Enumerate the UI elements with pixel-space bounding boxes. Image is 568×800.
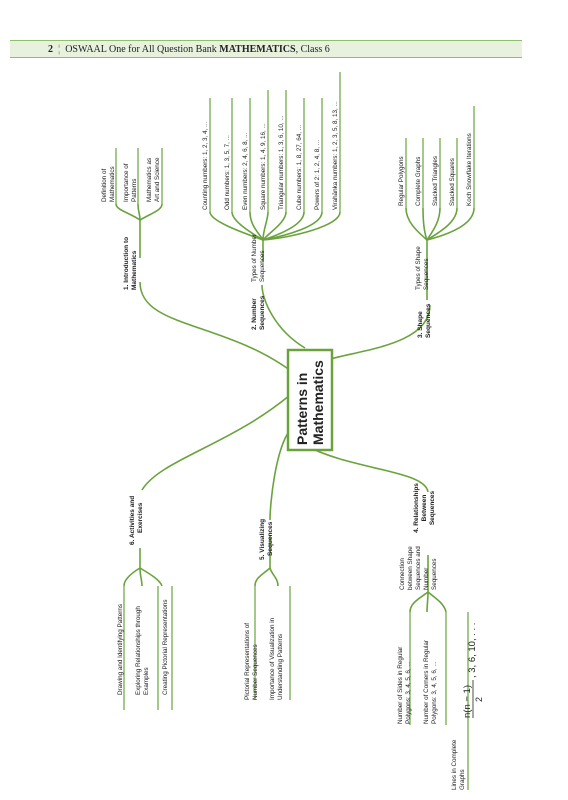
activities-item-creating: Creating Pictorial Representations [162, 599, 169, 695]
branch-title-line: Sequences [267, 521, 274, 556]
leaf-text: Graphs [459, 769, 466, 790]
sub-node-text: Sequences [423, 258, 430, 290]
shape-item-stacked-squares: Stacked Squares [449, 158, 456, 206]
leaf-text: Polygons: 3, 4, 5, 6, ... [431, 661, 438, 724]
number-item-even: Even numbers: 2, 4, 6, 8, ... [242, 132, 249, 210]
branch-title-line: Sequences [425, 303, 432, 338]
sub-node-text: Number [423, 567, 430, 590]
branch-activities-title [129, 496, 144, 545]
sub-node-text: Sequences [431, 558, 438, 590]
number-item-triangular: Triangular numbers: 1, 3, 6, 10, ... [278, 115, 285, 210]
activities-item-exploring [135, 606, 150, 695]
complete-graph-formula [462, 623, 484, 718]
relation-item-corners [423, 640, 438, 724]
center-line-2: Mathematics [310, 360, 326, 445]
number-item-cube: Cube numbers: 1, 8, 27, 64, ... [296, 124, 303, 210]
intro-item-definition [101, 166, 116, 202]
branch-title-line: Sequences [429, 490, 436, 526]
subject-name: MATHEMATICS [219, 43, 296, 55]
branch-title-line: 5. Visualizing [259, 518, 266, 560]
number-item-odd: Odd numbers: 1, 3, 5, 7, ... [224, 135, 231, 210]
center-line-1: Patterns in [294, 372, 310, 445]
activities-items [117, 599, 169, 695]
leaf-text: Exploring Relationships through [135, 606, 142, 695]
relationships-sub-connection [399, 546, 438, 590]
leaf-text: Importance of [123, 163, 130, 202]
class-label: , Class 6 [295, 43, 330, 55]
formula-denominator: 2 [474, 696, 484, 702]
formula-terms: , 3, 6, 10, . . . [467, 622, 478, 678]
shape-item-koch-snowflake: Koch Snowflake Iterations [466, 133, 473, 206]
number-item-virahanka: Virahānka numbers: 1, 2, 3, 5, 8, 13, ... [332, 101, 339, 210]
branch-title-line: 4. Relationships [413, 483, 420, 533]
leaf-text: Importance of Visualization in [269, 617, 276, 700]
branch-title-line: Mathematics [131, 250, 138, 290]
branch-shape-title [417, 303, 432, 338]
branch-number-title [251, 295, 266, 330]
leaf-text: Patterns [131, 178, 138, 202]
branch-title-line: 2. Number [251, 298, 258, 330]
shape-item-regular-polygons: Regular Polygons [398, 156, 405, 206]
relation-item-complete-graph-lines [451, 739, 466, 790]
branch-title-line: Sequences [259, 295, 266, 330]
sub-node-text: Connection [399, 558, 406, 590]
shape-item-complete-graphs: Complete Graphs [415, 156, 422, 206]
sub-node-text: Types of Number [251, 234, 258, 282]
visualizing-item-pictorial [244, 623, 259, 700]
leaf-text: Number of Corners in Regular [423, 640, 430, 724]
header-separator: ¦ [58, 43, 61, 55]
activities-item-drawing: Drawing and Identifying Patterns [117, 603, 124, 695]
branch-introduction-title [123, 237, 138, 290]
sub-node-text: between Shape [407, 546, 414, 590]
leaf-text: Number of Sides in Regular [397, 646, 404, 724]
leaf-text: Number Sequences [252, 644, 259, 700]
shape-item-stacked-triangles: Stacked Triangles [432, 155, 439, 206]
sub-node-text: Sequences [259, 250, 266, 282]
sub-node-text: Sequences and [415, 546, 422, 590]
branch-title-line: 1. Introduction to [123, 236, 130, 290]
leaf-text: Mathematics [109, 166, 116, 202]
number-item-counting: Counting numbers: 1, 2, 3, 4, ... [202, 121, 209, 210]
branch-visualizing-title [259, 519, 274, 560]
intro-item-importance [123, 163, 138, 202]
visualizing-item-importance [269, 617, 284, 700]
number-item-powers: Powers of 2: 1, 2, 4, 8, ... [314, 139, 321, 210]
branch-title-line: Exercises [137, 502, 144, 533]
formula-numerator: n(n − 1) [462, 684, 473, 718]
leaf-text: Mathematics as [146, 157, 153, 202]
branch-title-line: 6. Activities and [129, 495, 136, 545]
leaf-text: Lines in Complete [451, 739, 458, 790]
leaf-text: Definition of [101, 168, 108, 202]
center-title [294, 360, 326, 445]
leaf-text: Art and Science [154, 157, 161, 202]
leaf-text: Pictorial Representations of [244, 622, 251, 700]
branch-relationships-title [413, 483, 436, 533]
shape-items [398, 133, 473, 206]
intro-item-art-science [146, 157, 161, 202]
publisher-name: OSWAAL One for All Question Bank [65, 43, 217, 55]
leaf-text: Understanding Patterns [277, 633, 284, 700]
branch-title-line: Between [421, 494, 428, 522]
sub-node-text: Types of Shape [415, 246, 422, 290]
branch-title-line: 3. Shape [417, 311, 424, 338]
number-items [202, 101, 339, 210]
number-item-square: Square numbers: 1, 4, 9, 16, ... [260, 123, 267, 210]
page-number: 2 [48, 43, 53, 55]
leaf-text: Polygons: 3, 4, 5, 6, ... [405, 661, 412, 724]
leaf-text: Examples [143, 667, 150, 695]
